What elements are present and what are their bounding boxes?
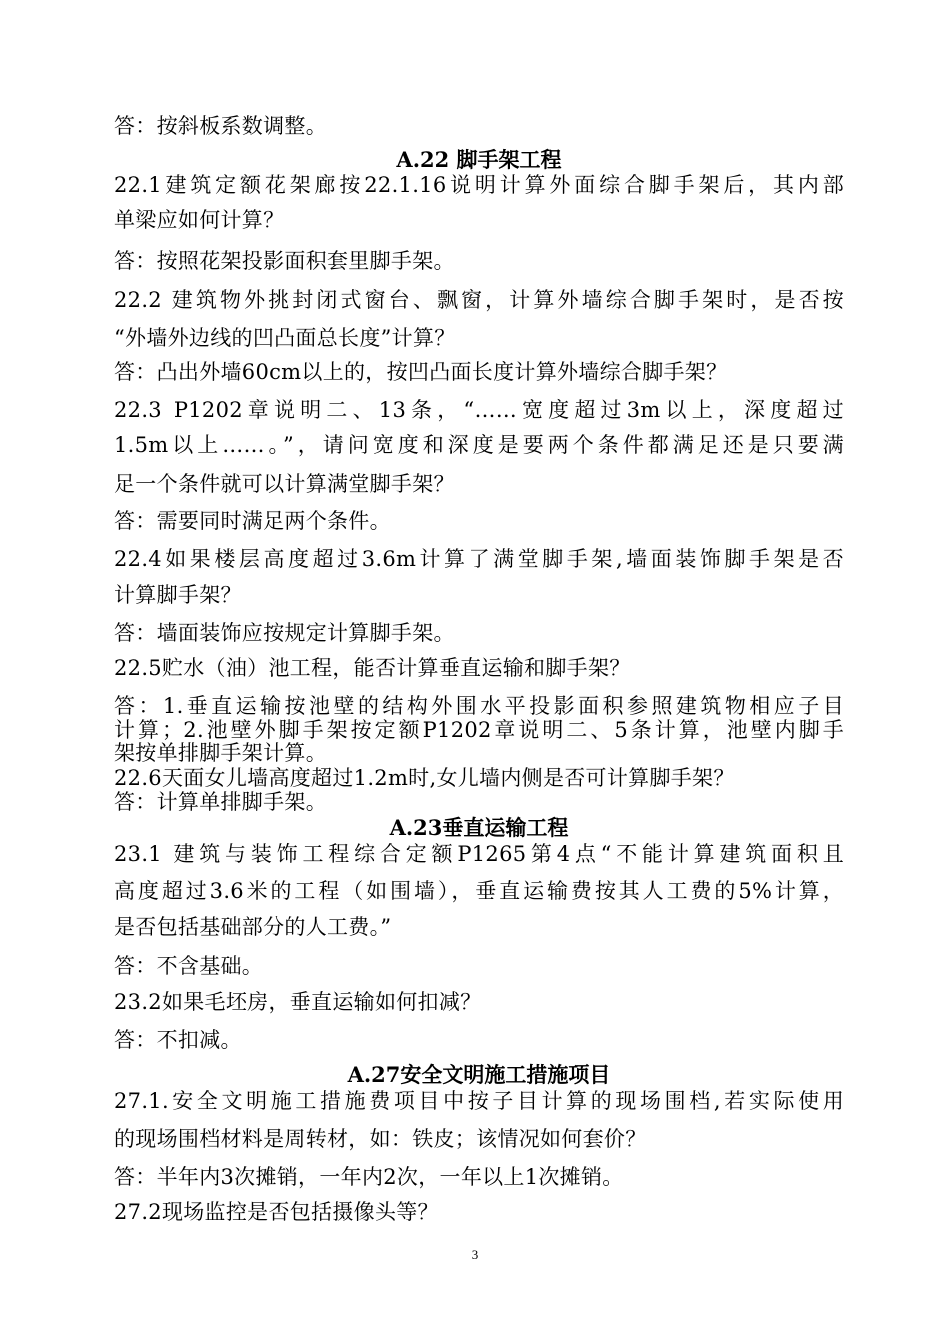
section-heading-a23: A.23垂直运输工程 (389, 815, 569, 840)
question-22-2: 22.2 建筑物外挑封闭式窗台、飘窗，计算外墙综合脚手架时，是否按 (114, 288, 844, 312)
question-23-2: 23.2如果毛坯房，垂直运输如何扣减？ (114, 990, 482, 1014)
question-23-1: 23.1 建筑与装饰工程综合定额P1265第4点“不能计算建筑面积且 (114, 842, 844, 866)
answer-22-6: 答：计算单排脚手架。 (114, 790, 327, 814)
question-22-6: 22.6天面女儿墙高度超过1.2m时,女儿墙内侧是否可计算脚手架？ (114, 766, 735, 790)
question-22-4-cont: 计算脚手架？ (114, 583, 242, 607)
page-number: 3 (471, 1247, 479, 1262)
answer-23-2: 答：不扣减。 (114, 1028, 242, 1052)
answer-27-1: 答：半年内3次摊销，一年内2次，一年以上1次摊销。 (114, 1165, 624, 1189)
answer-23-1: 答：不含基础。 (114, 954, 264, 978)
answer-22-5: 答：1.垂直运输按池壁的结构外围水平投影面积参照建筑物相应子目 (114, 694, 844, 718)
answer-22-4: 答：墙面装饰应按规定计算脚手架。 (114, 621, 455, 645)
question-22-3-cont: 1.5m以上……。”，请问宽度和深度是要两个条件都满足还是只要满 (114, 433, 844, 457)
question-27-1-cont: 的现场围档材料是周转材，如：铁皮；该情况如何套价？ (114, 1127, 647, 1151)
question-27-1: 27.1.安全文明施工措施费项目中按子目计算的现场围档,若实际使用 (114, 1089, 844, 1113)
question-23-1-cont: 高度超过3.6米的工程（如围墙），垂直运输费按其人工费的5%计算， (114, 879, 844, 903)
question-23-1-cont2: 是否包括基础部分的人工费。” (114, 915, 392, 939)
question-22-3-cont2: 足一个条件就可以计算满堂脚手架？ (114, 472, 455, 496)
answer-22-2: 答：凸出外墙60cm以上的，按凹凸面长度计算外墙综合脚手架？ (114, 360, 728, 384)
section-heading-a27: A.27安全文明施工措施项目 (347, 1062, 611, 1087)
answer-22-5-cont2: 架按单排脚手架计算。 (114, 741, 327, 765)
question-22-5: 22.5贮水（油）池工程，能否计算垂直运输和脚手架？ (114, 656, 631, 680)
question-27-2: 27.2现场监控是否包括摄像头等？ (114, 1200, 439, 1224)
answer-22-3: 答：需要同时满足两个条件。 (114, 509, 391, 533)
question-22-3: 22.3 P1202章说明二、13条，“……宽度超过3m以上，深度超过 (114, 398, 844, 422)
answer-22-1: 答：按照花架投影面积套里脚手架。 (114, 249, 455, 273)
answer-line: 答：按斜板系数调整。 (114, 114, 327, 138)
question-22-2-cont: “外墙外边线的凹凸面总长度”计算？ (114, 326, 456, 350)
answer-22-5-cont: 计算；2.池壁外脚手架按定额P1202章说明二、5条计算，池壁内脚手 (114, 718, 844, 742)
question-22-1-cont: 单梁应如何计算？ (114, 208, 285, 232)
question-22-1: 22.1建筑定额花架廊按22.1.16说明计算外面综合脚手架后，其内部 (114, 173, 844, 197)
section-heading-a22: A.22 脚手架工程 (396, 147, 562, 172)
question-22-4: 22.4如果楼层高度超过3.6m计算了满堂脚手架,墙面装饰脚手架是否 (114, 547, 844, 571)
